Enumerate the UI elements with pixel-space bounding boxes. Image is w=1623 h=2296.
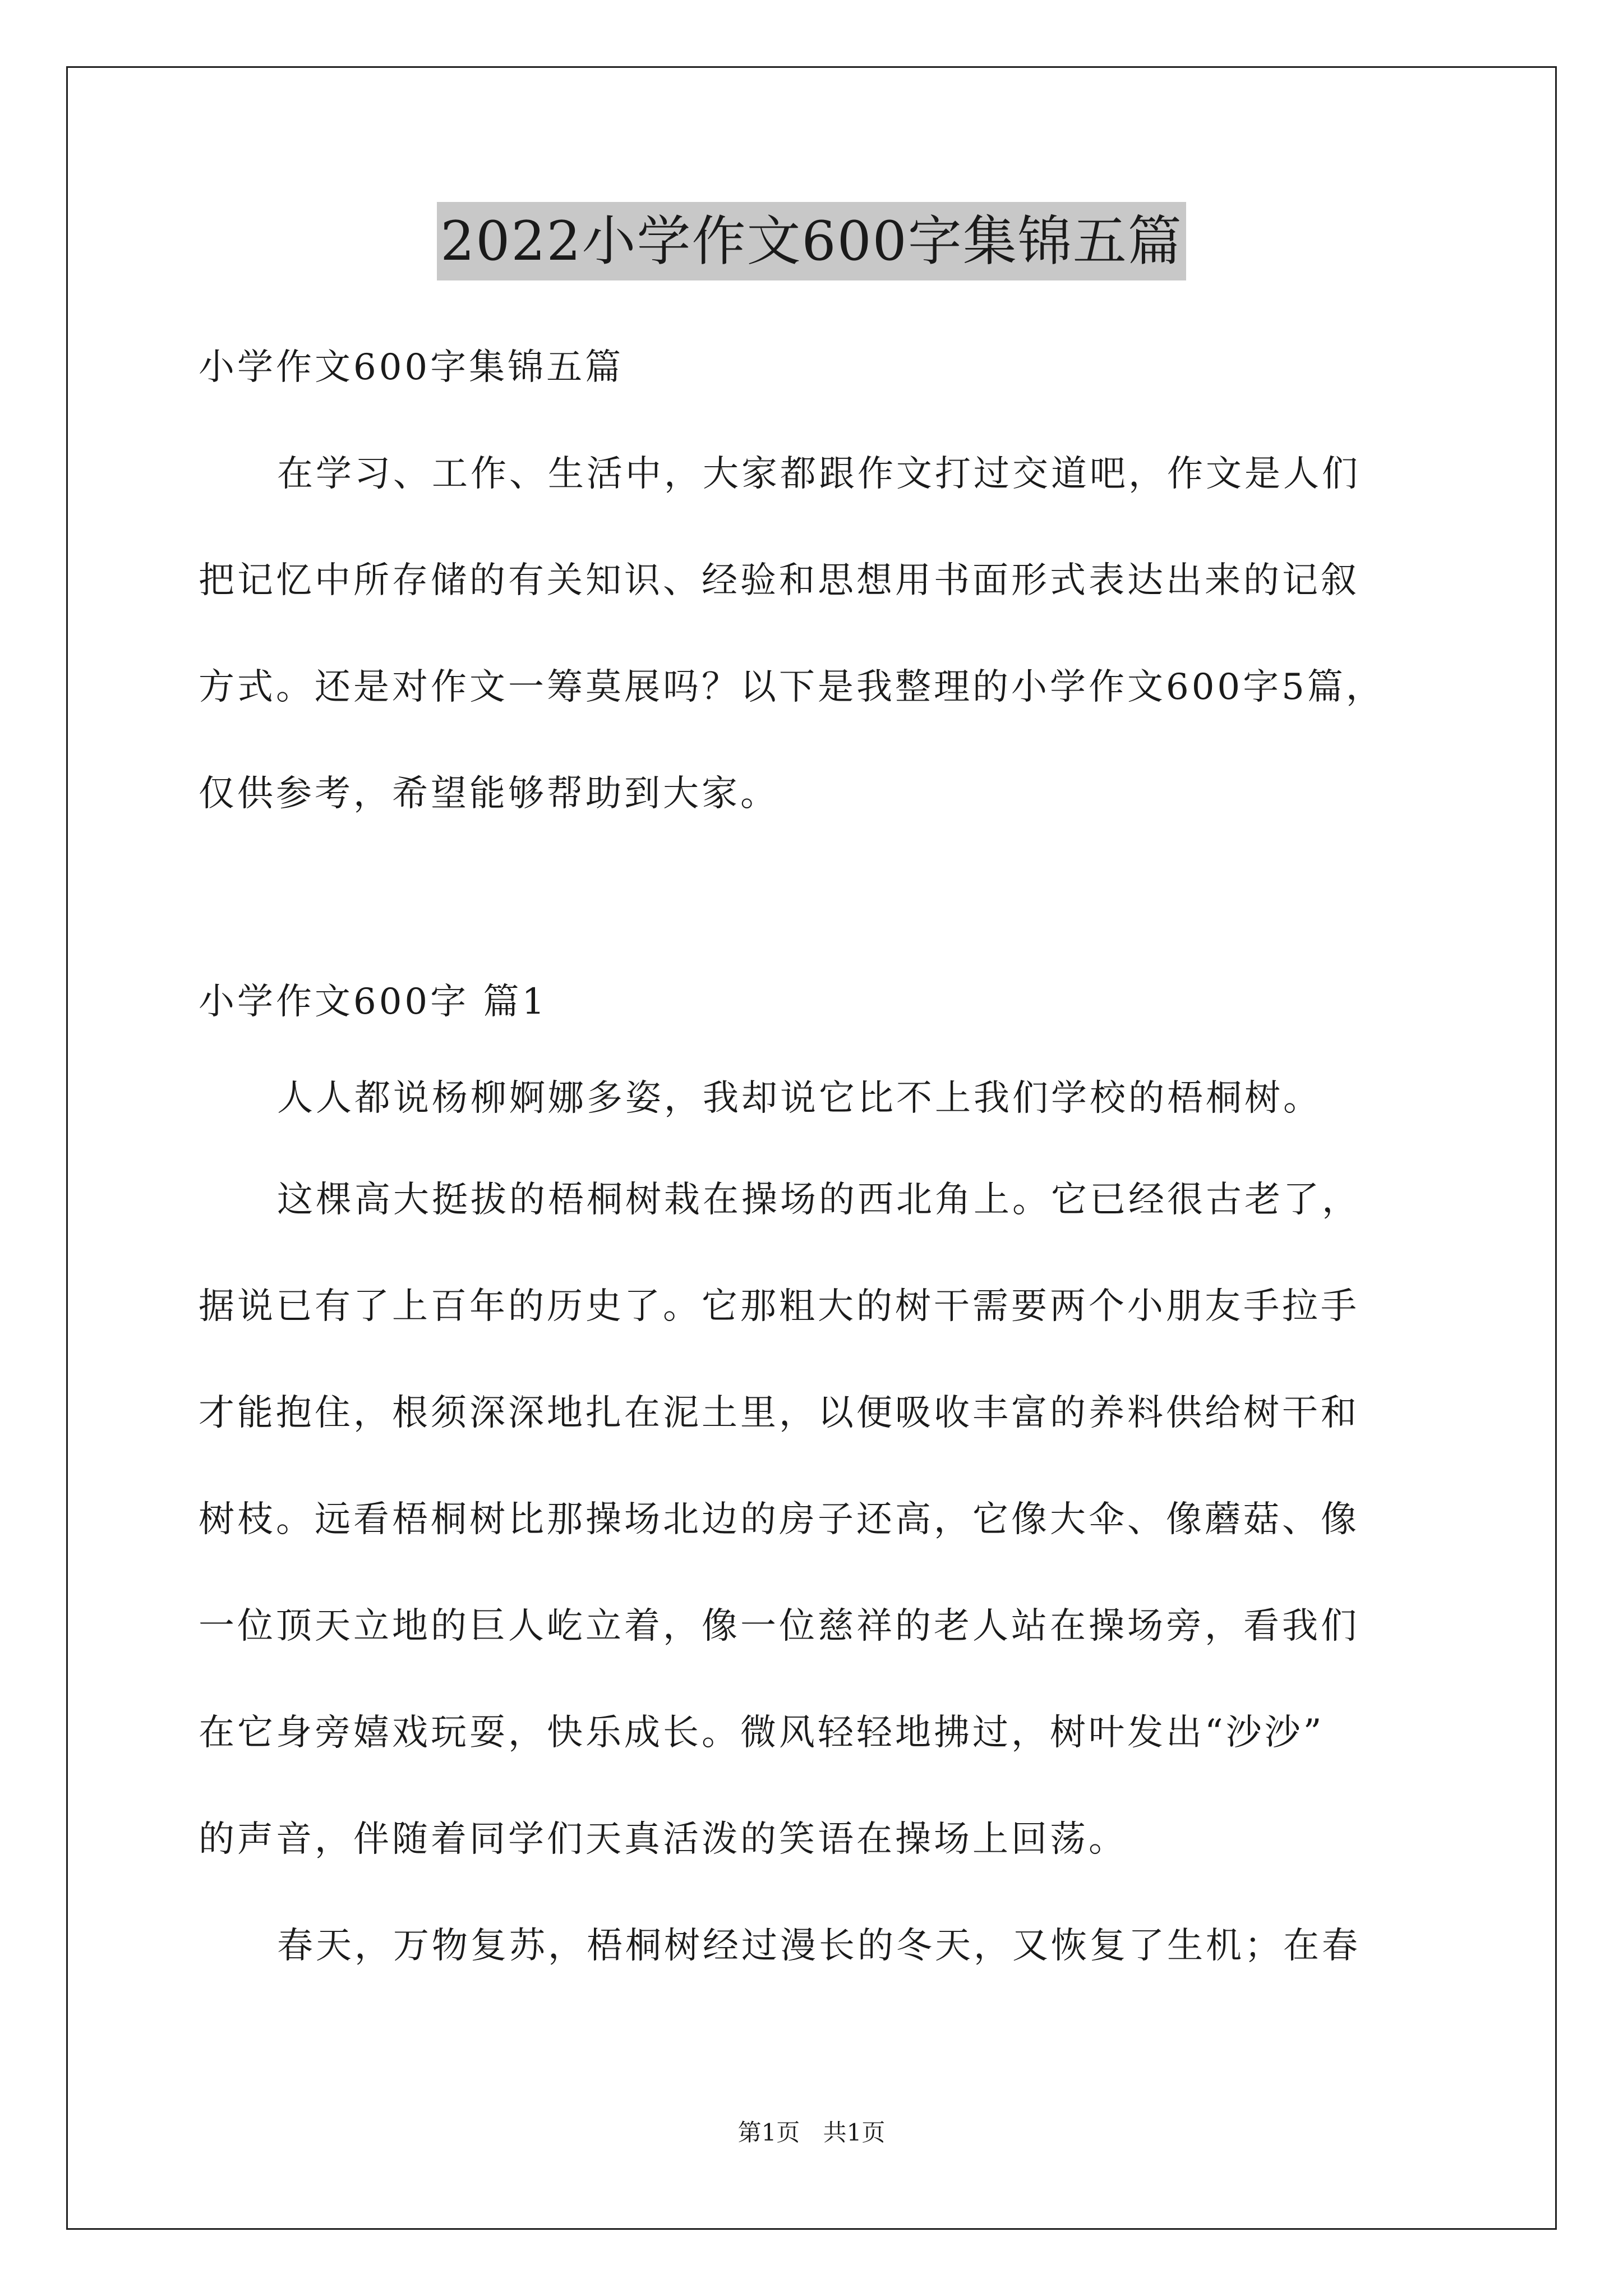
intro-line: 在学习、工作、生活中，大家都跟作文打过交道吧，作文是人们: [277, 453, 1361, 495]
page-footer: [0, 2116, 1623, 2150]
paragraph-2-line: 的声音，伴随着同学们天真活泼的笑语在操场上回荡。: [199, 1819, 1127, 1860]
paragraph-2-line: 据说已有了上百年的历史了。它那粗大的树干需要两个小朋友手拉手: [199, 1286, 1359, 1327]
document-title: [0, 202, 1623, 280]
intro-line: 仅供参考，希望能够帮助到大家。: [199, 773, 779, 815]
intro-line: 把记忆中所存储的有关知识、经验和思想用书面形式表达出来的记叙: [199, 560, 1359, 601]
document-body: [199, 314, 1453, 1999]
paragraph-2-line: 这棵高大挺拔的梧桐树栽在操场的西北角上。它已经很古老了，: [277, 1179, 1361, 1221]
paragraph-2-line: 一位顶天立地的巨人屹立着，像一位慈祥的老人站在操场旁，看我们: [199, 1605, 1359, 1647]
document-title-text: 2022小学作文600字集锦五篇: [437, 202, 1186, 280]
paragraph-2-line: 在它身旁嬉戏玩耍，快乐成长。微风轻轻地拂过，树叶发出“沙沙”: [199, 1712, 1325, 1754]
paragraph-1: 人人都说杨柳婀娜多姿，我却说它比不上我们学校的梧桐树。: [277, 1078, 1322, 1119]
paragraph-3: 春天，万物复苏，梧桐树经过漫长的冬天，又恢复了生机；在春: [277, 1925, 1361, 1967]
document-subtitle: 小学作文600字集锦五篇: [199, 347, 624, 388]
paragraph-2-line: 才能抱住，根须深深地扎在泥土里，以便吸收丰富的养料供给树干和: [199, 1392, 1359, 1434]
paragraph-2-line: 树枝。远看梧桐树比那操场北边的房子还高，它像大伞、像蘑菇、像: [199, 1499, 1359, 1540]
intro-line: 方式。还是对作文一筹莫展吗？以下是我整理的小学作文600字5篇，: [199, 666, 1385, 708]
page-number: 第1页: [737, 2119, 800, 2146]
section-spacer: [199, 847, 1453, 954]
section-heading: 小学作文600字 篇1: [199, 981, 548, 1023]
page-total: 共1页: [823, 2119, 886, 2146]
